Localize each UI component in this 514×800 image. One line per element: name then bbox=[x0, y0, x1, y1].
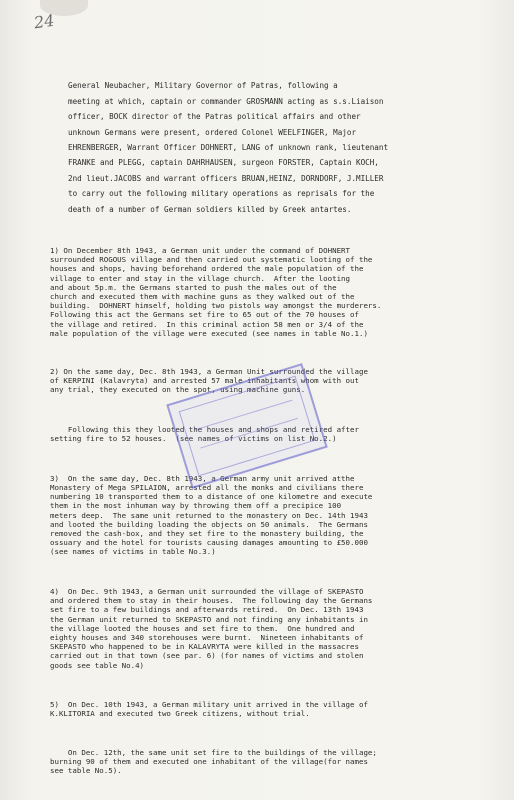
text-line: On Dec. 12th, the same unit set fire to the buildings of the village; bbox=[50, 748, 377, 758]
text-line: K.KLITORIA and executed two Greek citizens, without trial. bbox=[50, 709, 310, 719]
page-number: 24 bbox=[32, 10, 56, 33]
text-line: the village and retired. In this criminal action 58 men or 3/4 of the bbox=[50, 319, 364, 329]
text-line: goods see table No.4) bbox=[50, 660, 145, 670]
text-line: Monastery of Mega SPILAION, arrested all the monks and civilians there bbox=[50, 482, 364, 492]
text-line: Following this they looted the houses and shops and retired after bbox=[50, 424, 359, 434]
text-line: death of a number of German soldiers killed by Greek antartes. bbox=[68, 204, 352, 214]
text-line: and looted the building loading the objects on 50 animals. The Germans bbox=[50, 519, 368, 529]
text-line: building. DOHNERT himself, holding two pistols way amongst the murderers. bbox=[50, 301, 382, 311]
paragraph-1 bbox=[50, 246, 502, 338]
text-line: the village looted the houses and set fire to them. One hundred and bbox=[50, 623, 355, 633]
text-line: see table No.5). bbox=[50, 766, 122, 776]
text-line: FRANKE and PLEGG, captain DAHRHAUSEN, surgeon FORSTER, Captain KOCH, bbox=[68, 158, 379, 168]
text-line: and about 5p.m. the Germans started to push the males out of the bbox=[50, 282, 337, 292]
text-line: officer, BOCK director of the Patras political affairs and other bbox=[68, 112, 361, 122]
text-line: carried out in that town (see par. 6) (for names of victims and stolen bbox=[50, 651, 364, 661]
text-line: EHRENBERGER, Warrant Officer DOHNERT, LANG of unknown rank, lieutenant bbox=[68, 143, 389, 153]
text-line: and ordered them to stay in their houses. The following day the Germans bbox=[50, 596, 373, 606]
text-line: them in the most inhuman way by throwing them off a precipice 100 bbox=[50, 501, 342, 511]
text-line: of KERPINI (Kalavryta) and arrested 57 male inhabitants whom with out bbox=[50, 376, 359, 386]
paragraph-4 bbox=[50, 587, 502, 670]
paragraph-5 bbox=[50, 700, 502, 718]
text-line: numbering 10 transported them to a distance of one kilometre and execute bbox=[50, 492, 373, 502]
paragraph-3 bbox=[50, 474, 502, 557]
text-line: village to enter and stay in the village church. After the looting bbox=[50, 273, 351, 283]
paragraph-6 bbox=[50, 748, 502, 776]
text-line: meters deep. The same unit returned to the monastery on Dec. 14th 1943 bbox=[50, 510, 368, 520]
text-line: 4) On Dec. 9th 1943, a German unit surrounded the village of SKEPASTO bbox=[50, 586, 364, 596]
text-line: ossuary and the hotel for tourists causing damages amounting to £50.000 bbox=[50, 538, 368, 548]
intro-paragraph bbox=[68, 78, 502, 217]
text-line: 5) On Dec. 10th 1943, a German military unit arrived in the village of bbox=[50, 700, 368, 710]
text-line: removed the cash-box, and they set fire to the monastery building, the bbox=[50, 528, 364, 538]
text-line: Following this act the Germans set fire to 65 out of the 70 houses of bbox=[50, 310, 359, 320]
text-line: church and executed them with machine guns as they walked out of the bbox=[50, 291, 355, 301]
text-line: setting fire to 52 houses. (see names of victims on list No.2.) bbox=[50, 434, 337, 444]
text-line: the German unit returned to SKEPASTO and not finding any inhabitants in bbox=[50, 614, 368, 624]
text-line: to carry out the following military operations as reprisals for the bbox=[68, 189, 375, 199]
text-line: 2) On the same day, Dec. 8th 1943, a German Unit surrounded the village bbox=[50, 366, 368, 376]
text-line: set fire to a few buildings and afterwards retired. On Dec. 13th 1943 bbox=[50, 605, 364, 615]
text-line: meeting at which, captain or commander GROSMANN acting as s.s.Liaison bbox=[68, 96, 384, 106]
text-line: surrounded ROGOUS village and then carried out systematic looting of the bbox=[50, 255, 373, 265]
text-line: 3) On the same day, Dec. 8th 1943, a German army unit arrived atthe bbox=[50, 473, 355, 483]
text-line: 1) On December 8th 1943, a German unit under the command of DOHNERT bbox=[50, 245, 351, 255]
text-line: 2nd lieut.JACOBS and warrant officers BRUAN,HEINZ, DORNDORF, J.MILLER bbox=[68, 173, 384, 183]
text-line: unknown Germans were present, ordered Colonel WEELFINGER, Major bbox=[68, 127, 357, 137]
text-line: burning 90 of them and executed one inhabitant of the village(for names bbox=[50, 757, 368, 767]
text-line: houses and shops, having beforehand ordered the male population of the bbox=[50, 264, 364, 274]
text-line: eighty houses and 340 storehouses were burnt. Nineteen inhabitants of bbox=[50, 632, 364, 642]
text-line: male population of the village were executed (see names in table No.1.) bbox=[50, 328, 368, 338]
text-line: (see names of victims in table No.3.) bbox=[50, 547, 216, 557]
text-line: General Neubacher, Military Governor of Patras, following a bbox=[68, 81, 338, 91]
text-line: SKEPASTO who happened to be in KALAVRYTA were killed in the massacres bbox=[50, 642, 359, 652]
text-line: any trial, they executed on the spot, using machine guns. bbox=[50, 385, 306, 395]
